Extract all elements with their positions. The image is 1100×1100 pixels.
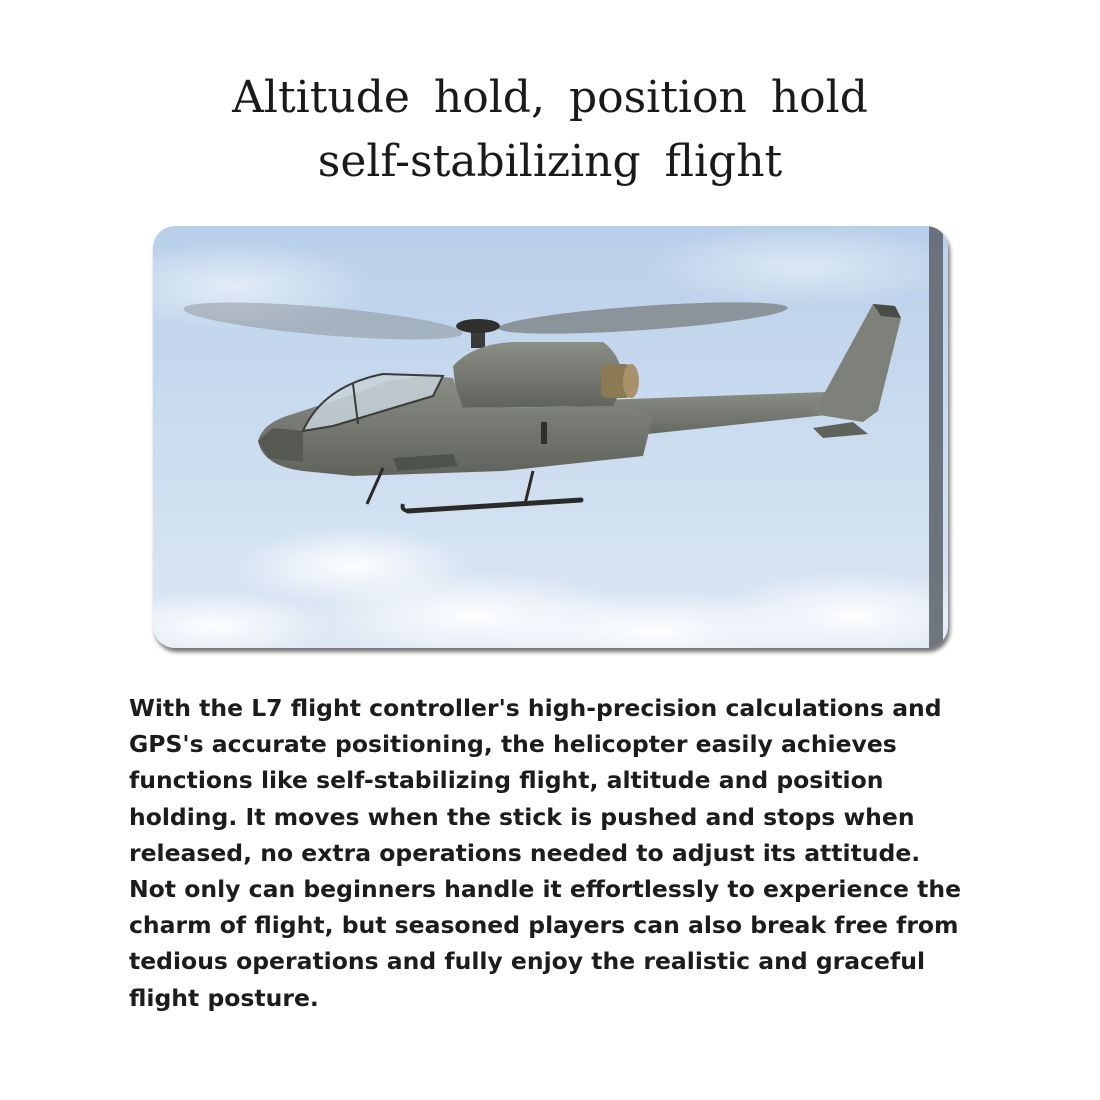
pole — [929, 226, 943, 648]
description-line-9: flight posture. — [129, 983, 319, 1012]
headline — [0, 66, 1100, 194]
description-line-5: released, no extra operations needed to adjust its attitude. — [129, 838, 921, 867]
description — [129, 690, 989, 1016]
description-line-2: GPS's accurate positioning, the helicopter easily achieves — [129, 730, 897, 759]
helicopter-photo — [153, 226, 948, 648]
description-line-6: Not only can beginners handle it effortlessly to experience the — [129, 875, 962, 904]
description-line-1: With the L7 flight controller's high-precision calculations and — [129, 694, 942, 722]
description-line-3: functions like self-stabilizing flight, altitude and position — [129, 766, 884, 795]
headline-line-2: self-stabilizing flight — [317, 136, 783, 187]
description-line-4: holding. It moves when the stick is pushed and stops when — [129, 802, 915, 831]
description-line-8: tedious operations and fully enjoy the realistic and graceful — [129, 947, 926, 976]
description-line-7: charm of flight, but seasoned players can also break free from — [129, 911, 959, 940]
headline-line-1: Altitude hold, position hold — [232, 72, 868, 123]
product-photo — [153, 226, 948, 648]
